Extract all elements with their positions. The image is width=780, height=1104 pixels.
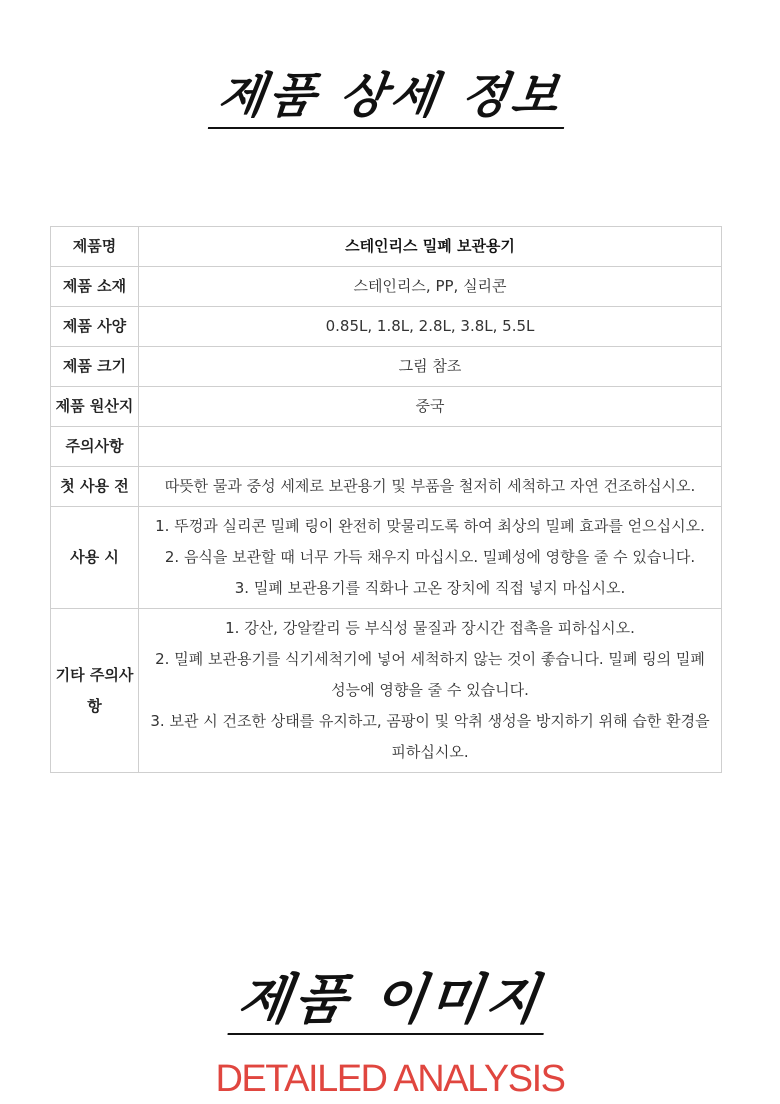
table-row (51, 307, 722, 347)
spec-value: 0.85L, 1.8L, 2.8L, 3.8L, 5.5L (139, 307, 722, 347)
list-item: 3. 밀폐 보관용기를 직화나 고온 장치에 직접 넣지 마십시오. (234, 579, 626, 597)
during-use-value (139, 507, 722, 609)
caution-value (139, 427, 722, 467)
row-label: 주의사항 (51, 427, 139, 467)
detail-header (0, 70, 780, 129)
before-first-use-value: 따뜻한 물과 중성 세제로 보관용기 및 부품을 철저히 세척하고 자연 건조하십시오. (139, 467, 722, 507)
list-item: 1. 뚜껑과 실리콘 밀폐 링이 완전히 맞물리도록 하여 최상의 밀폐 효과를 얻으십시오. (155, 517, 705, 535)
row-label: 제품 소재 (51, 267, 139, 307)
row-label: 첫 사용 전 (51, 467, 139, 507)
other-caution-value (139, 609, 722, 773)
table-row (51, 609, 722, 773)
size-value: 그림 참조 (139, 347, 722, 387)
table-row (51, 467, 722, 507)
row-label: 제품 크기 (51, 347, 139, 387)
product-name-value: 스테인리스 밀폐 보관용기 (139, 227, 722, 267)
list-item: 1. 강산, 강알칼리 등 부식성 물질과 장시간 접촉을 피하십시오. (225, 619, 635, 637)
section-title: 제품 이미지 (228, 970, 553, 1035)
page-title: 제품 상세 정보 (208, 70, 572, 129)
table-row (51, 507, 722, 609)
table-row (51, 227, 722, 267)
product-spec-table (50, 226, 722, 773)
section-subtitle: DETAILED ANALYSIS (215, 1058, 565, 1100)
list-item: 2. 밀폐 보관용기를 식기세척기에 넣어 세척하지 않는 것이 좋습니다. 밀폐 링의 밀폐 성능에 영향을 줄 수 있습니다. (155, 650, 705, 699)
table-row (51, 267, 722, 307)
row-label: 제품 원산지 (51, 387, 139, 427)
table-row (51, 427, 722, 467)
row-label: 제품명 (51, 227, 139, 267)
row-label: 기타 주의사항 (51, 609, 139, 773)
row-label: 제품 사양 (51, 307, 139, 347)
material-value: 스테인리스, PP, 실리콘 (139, 267, 722, 307)
row-label: 사용 시 (51, 507, 139, 609)
table-row (51, 347, 722, 387)
list-item: 2. 음식을 보관할 때 너무 가득 채우지 마십시오. 밀폐성에 영향을 줄 수 있습니다. (164, 548, 696, 566)
image-section-header (0, 970, 780, 1035)
origin-value: 중국 (139, 387, 722, 427)
list-item: 3. 보관 시 건조한 상태를 유지하고, 곰팡이 및 악취 생성을 방지하기 위해 습한 환경을 피하십시오. (150, 712, 710, 761)
table-row (51, 387, 722, 427)
